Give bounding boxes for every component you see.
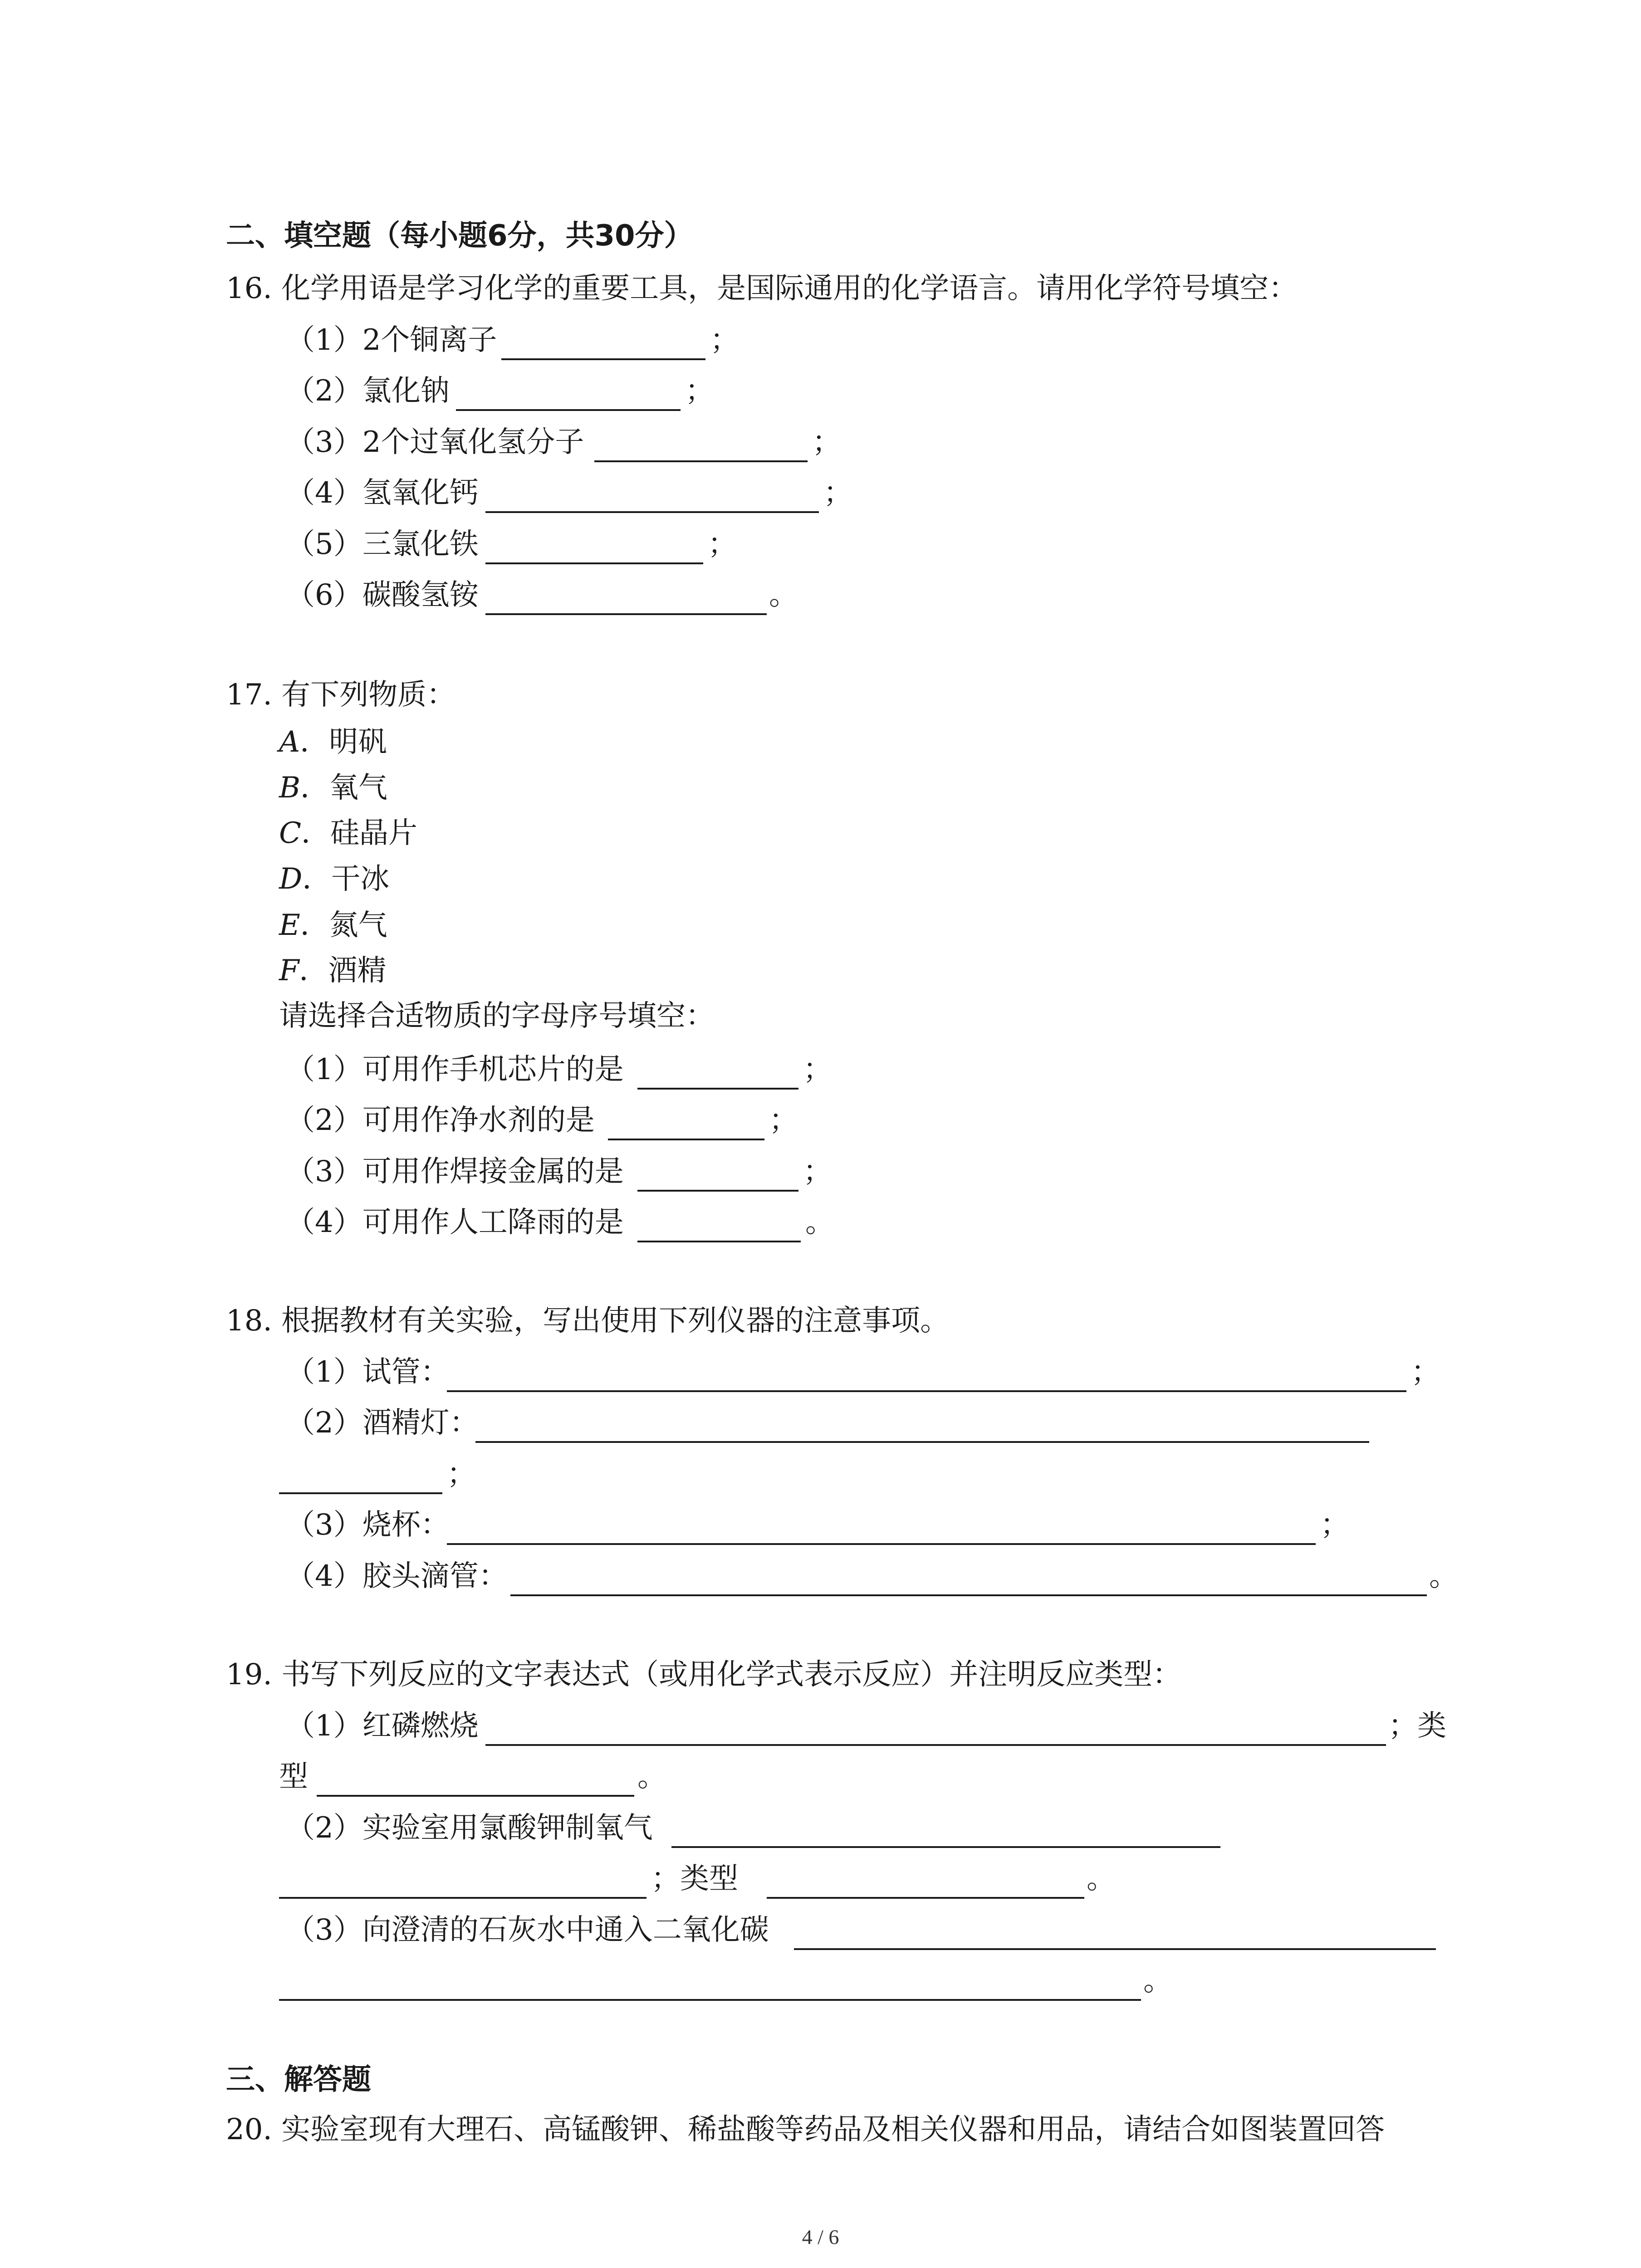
option-text: ．氧气: [300, 771, 388, 805]
q19-item-1-label: （1）红磷燃烧: [286, 1709, 479, 1743]
question-18-stem: 18. 根据教材有关实验，写出使用下列仪器的注意事项。: [226, 1304, 950, 1338]
q17-option-c: [279, 815, 417, 851]
q16-item-6-blank[interactable]: [485, 613, 767, 615]
q18-item-2-punct: ；: [447, 1457, 476, 1491]
q19-item-2-equation-blank[interactable]: [671, 1846, 1220, 1848]
q18-item-1-punct: ；: [1411, 1355, 1440, 1389]
q18-item-2-blank[interactable]: [475, 1441, 1369, 1443]
page-number: 4 / 6: [802, 2225, 839, 2248]
q16-item-5-label: （5）三氯化铁: [286, 528, 479, 561]
q17-item-2-blank[interactable]: [608, 1139, 764, 1140]
q17-instruction: 请选择合适物质的字母序号填空：: [279, 999, 715, 1033]
question-16-stem: 16. 化学用语是学习化学的重要工具，是国际通用的化学语言。请用化学符号填空：: [226, 272, 1298, 305]
section-heading: 二、填空题（每小题6分，共30分）: [226, 219, 693, 253]
q18-item-4-blank[interactable]: [510, 1594, 1427, 1596]
q16-item-4-blank[interactable]: [485, 511, 819, 513]
q18-item-4-punct: 。: [1429, 1559, 1458, 1593]
question-19-stem: 19. 书写下列反应的文字表达式（或用化学式表示反应）并注明反应类型：: [226, 1658, 1182, 1691]
q18-item-3-punct: ；: [1320, 1508, 1349, 1542]
q16-item-6-label: （6）碳酸氢铵: [286, 578, 479, 612]
q17-item-4-label: （4）可用作人工降雨的是: [286, 1206, 624, 1239]
q16-item-5-punct: ；: [708, 528, 737, 561]
q16-item-3-label: （3）2个过氧化氢分子: [286, 425, 584, 459]
q19-item-2-type-label: ；类型: [651, 1862, 738, 1896]
q17-item-3-blank[interactable]: [637, 1190, 798, 1192]
q16-item-4-label: （4）氢氧化钙: [286, 476, 479, 510]
q19-item-3-equation-blank-cont[interactable]: [279, 1999, 1141, 2001]
q19-item-3-label: （3）向澄清的石灰水中通入二氧化碳: [286, 1913, 769, 1947]
question-17-stem: 17. 有下列物质：: [226, 678, 456, 712]
q19-item-1-type-label: ；类: [1388, 1709, 1446, 1743]
q18-item-1-blank[interactable]: [447, 1390, 1406, 1392]
q19-item-1-type-label-cont: 型: [279, 1760, 308, 1794]
q17-option-a: [279, 724, 387, 760]
q17-item-3-label: （3）可用作焊接金属的是: [286, 1155, 624, 1188]
q18-item-1-label: （1）试管：: [286, 1355, 450, 1389]
q17-item-2-label: （2）可用作净水剂的是: [286, 1104, 595, 1137]
q16-item-5-blank[interactable]: [485, 562, 703, 564]
q18-item-2-label: （2）酒精灯：: [286, 1406, 479, 1440]
q19-item-2-punct: 。: [1087, 1862, 1116, 1896]
q19-item-1-equation-blank[interactable]: [485, 1744, 1386, 1746]
option-text: ．干冰: [302, 862, 390, 896]
q17-item-4-blank[interactable]: [637, 1241, 801, 1242]
q19-item-2-equation-blank-cont[interactable]: [279, 1897, 647, 1899]
option-letter: E: [279, 909, 300, 942]
q17-item-4-punct: 。: [805, 1206, 834, 1239]
q19-item-3-equation-blank[interactable]: [794, 1948, 1436, 1950]
option-letter: D: [279, 862, 303, 896]
q16-item-3-punct: ；: [812, 425, 841, 459]
option-letter: B: [279, 771, 301, 805]
q18-item-3-blank[interactable]: [447, 1543, 1316, 1545]
q17-option-d: [279, 861, 389, 897]
section-heading: 三、解答题: [226, 2063, 371, 2097]
q19-item-2-label: （2）实验室用氯酸钾制氧气: [286, 1811, 653, 1845]
q17-item-1-label: （1）可用作手机芯片的是: [286, 1053, 624, 1086]
question-20-stem: 20. 实验室现有大理石、高锰酸钾、稀盐酸等药品及相关仪器和用品，请结合如图装置回答: [226, 2113, 1385, 2146]
option-text: ．硅晶片: [301, 816, 417, 850]
q17-item-2-punct: ；: [769, 1104, 798, 1137]
option-text: ．酒精: [299, 954, 387, 987]
q16-item-1-blank[interactable]: [501, 358, 705, 360]
q17-option-b: [279, 770, 387, 806]
q16-item-1-punct: ；: [710, 323, 739, 357]
q19-item-3-punct: 。: [1143, 1964, 1172, 1998]
option-letter: A: [279, 725, 300, 759]
option-letter: C: [279, 816, 301, 850]
option-text: ．明矾: [300, 725, 387, 759]
q18-item-2-blank-cont[interactable]: [279, 1492, 442, 1494]
q18-item-4-label: （4）胶头滴管：: [286, 1559, 508, 1593]
q16-item-6-punct: 。: [769, 578, 798, 612]
q17-option-e: [279, 907, 387, 943]
q16-item-2-blank[interactable]: [456, 409, 681, 411]
option-letter: F: [279, 954, 299, 987]
q16-item-2-label: （2）氯化钠: [286, 374, 450, 408]
q19-item-1-type-blank[interactable]: [317, 1795, 634, 1797]
q16-item-4-punct: ；: [823, 476, 852, 510]
q18-item-3-label: （3）烧杯：: [286, 1508, 450, 1542]
q19-item-1-punct: 。: [637, 1760, 666, 1794]
q17-item-1-blank[interactable]: [637, 1088, 798, 1090]
q16-item-2-punct: ；: [685, 374, 714, 408]
q16-item-1-label: （1）2个铜离子: [286, 323, 497, 357]
q17-item-3-punct: ；: [803, 1155, 832, 1188]
q17-item-1-punct: ；: [803, 1053, 832, 1086]
q19-item-2-type-blank[interactable]: [767, 1897, 1084, 1899]
option-text: ．氮气: [300, 909, 387, 942]
q17-option-f: [279, 953, 386, 989]
q16-item-3-blank[interactable]: [594, 460, 808, 462]
